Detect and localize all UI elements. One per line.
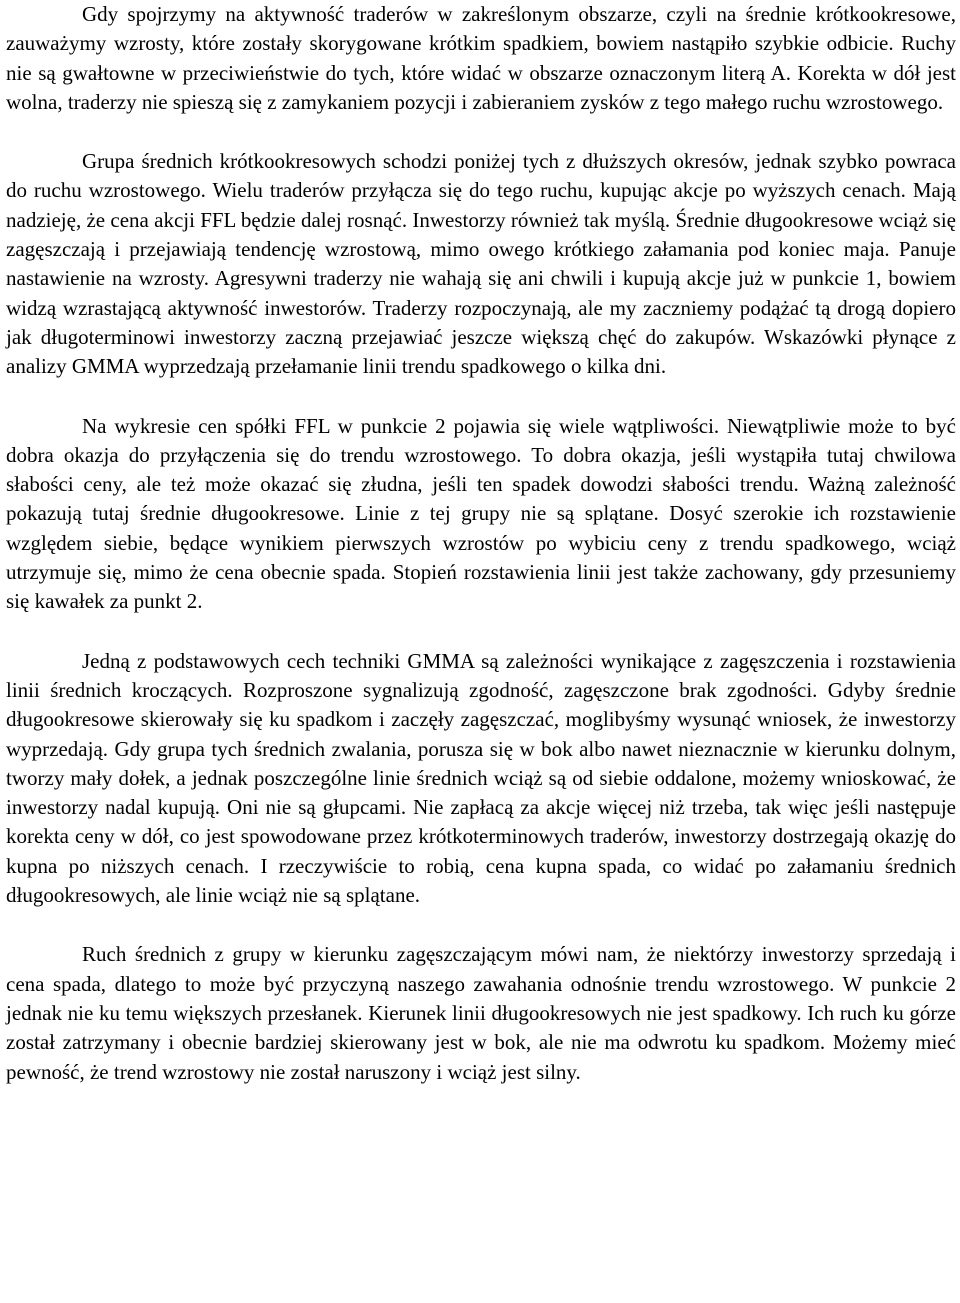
paragraph-5: Ruch średnich z grupy w kierunku zagęszczającym mówi nam, że niektórzy inwestorzy sprzedają i cena spada, dlatego to może być przyczyną naszego zawahania odnośnie trendu wzrostowego. W punkcie 2 jednak nie ku temu większych przesłanek. Kierunek linii długookresowych nie jest spadkowy. Ich ruch ku górze został zatrzymany i obecnie bardziej skierowany jest w bok, ale nie ma odwrotu ku spadkom. Możemy mieć pewność, że trend wzrostowy nie został naruszony i wciąż jest silny.	[6, 942, 956, 1084]
paragraph-1: Gdy spojrzymy na aktywność traderów w zakreślonym obszarze, czyli na średnie krótkookresowe, zauważymy wzrosty, które zostały skorygowane krótkim spadkiem, bowiem nastąpiło szybkie odbicie. Ruchy nie są gwałtowne w przeciwieństwie do tych, które widać w obszarze oznaczonym literą A. Korekta w dół jest wolna, traderzy nie spieszą się z zamykaniem pozycji i zabieraniem zysków z tego małego ruchu wzrostowego.	[6, 2, 956, 114]
paragraph-4: Jedną z podstawowych cech techniki GMMA są zależności wynikające z zagęszczenia i rozstawienia linii średnich kroczących. Rozproszone sygnalizują zgodność, zagęszczone brak zgodności. Gdyby średnie długookresowe skierowały się ku spadkom i zaczęły zagęszczać, moglibyśmy wysunąć wniosek, że inwestorzy wyprzedają. Gdy grupa tych średnich zwalania, porusza się w bok albo nawet nieznacznie w kierunku dolnym, tworzy mały dołek, a jednak poszczególne linie średnich wciąż są od siebie oddalone, możemy wnioskować, że inwestorzy nadal kupują. Oni nie są głupcami. Nie zapłacą za akcje więcej niż trzeba, tak więc jeśli następuje korekta ceny w dół, co jest spowodowane przez krótkoterminowych traderów, inwestorzy dostrzegają okazję do kupna po niższych cenach. I rzeczywiście to robią, cena kupna spada, co widać po załamaniu średnich długookresowych, ale linie wciąż nie są splątane.	[6, 648, 956, 908]
paragraph-2: Grupa średnich krótkookresowych schodzi poniżej tych z dłuższych okresów, jednak szybko powraca do ruchu wzrostowego. Wielu traderów przyłącza się do tego ruchu, kupując akcje po wyższych cenach. Mają nadzieję, że cena akcji FFL będzie dalej rosnąć. Inwestorzy również tak myślą. Średnie długookresowe wciąż się zagęszczają i przejawiają tendencję wzrostową, mimo owego krótkiego załamania pod koniec maja. Panuje nastawienie na wzrosty. Agresywni traderzy nie wahają się ani chwili i kupują akcje już w punkcie 1, bowiem widzą wzrastającą aktywność inwestorów. Traderzy rozpoczynają, ale my zaczniemy podążać tą drogą dopiero jak długoterminowi inwestorzy zaczną przejawiać jeszcze większą chęć do zakupów. Wskazówki płynące z analizy GMMA wyprzedzają przełamanie linii trendu spadkowego o kilka dni.	[6, 149, 956, 379]
paragraph-3: Na wykresie cen spółki FFL w punkcie 2 pojawia się wiele wątpliwości. Niewątpliwie może to być dobra okazja do przyłączenia się do trendu wzrostowego. To dobra okazja, jeśli wystąpiła tutaj chwilowa słabości ceny, ale też może okazać się złudna, jeśli ten spadek dowodzi słabości trendu. Ważną zależność pokazują tutaj średnie długookresowe. Linie z tej grupy nie są splątane. Dosyć szerokie ich rozstawienie względem siebie, będące wynikiem pierwszych wzrostów po wybiciu ceny z trendu spadkowego, wciąż utrzymuje się, mimo że cena obecnie spada. Stopień rozstawienia linii jest także zachowany, gdy przesuniemy się kawałek za punkt 2.	[6, 413, 956, 614]
document-page	[6, 0, 956, 1087]
